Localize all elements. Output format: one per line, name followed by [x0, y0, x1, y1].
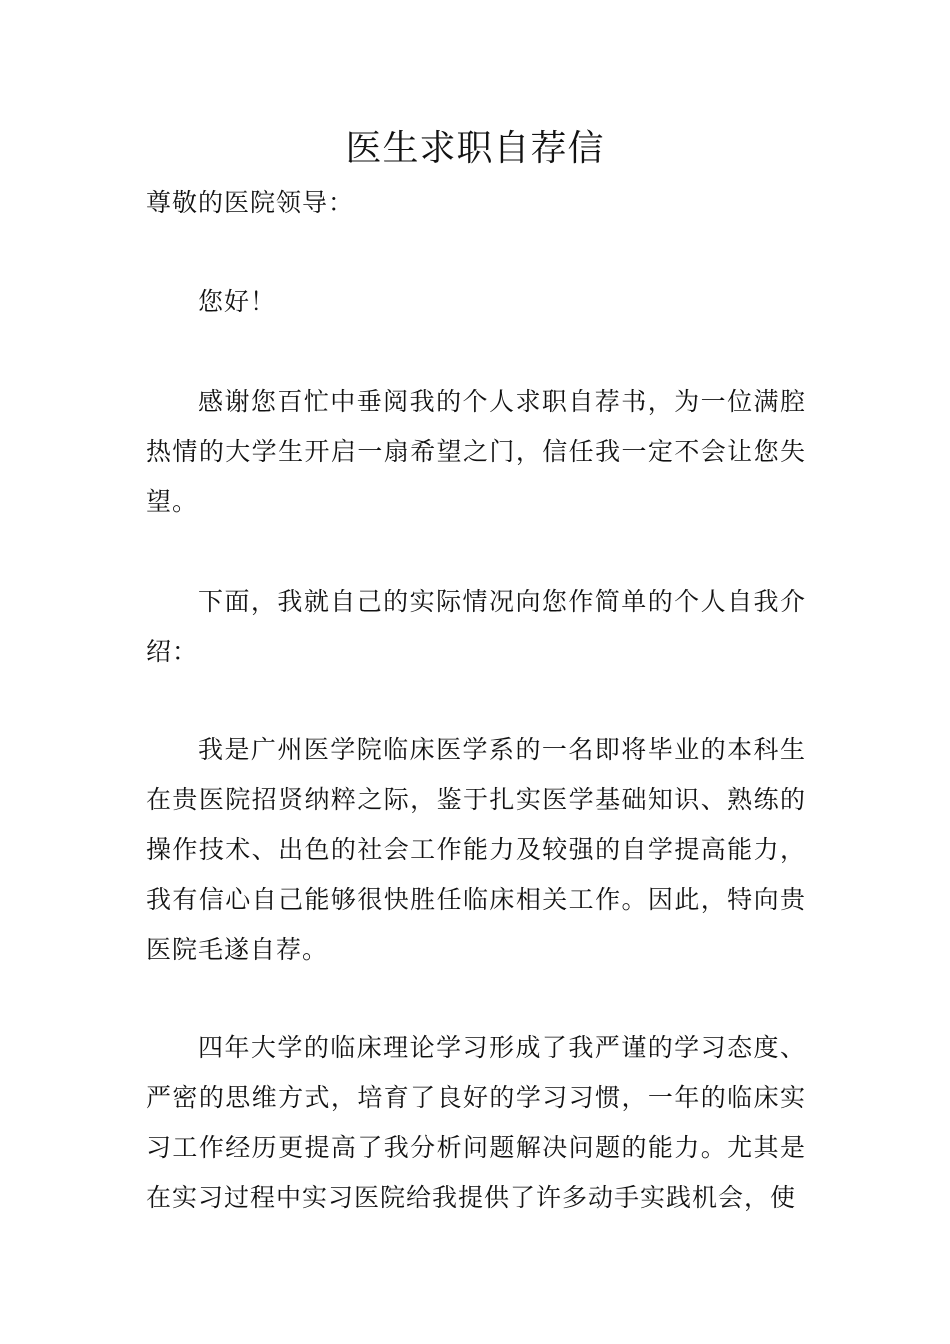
- paragraph-introduction: 下面，我就自己的实际情况向您作简单的个人自我介绍：: [146, 587, 806, 666]
- greeting: 您好！: [198, 287, 277, 316]
- paragraph-background: 我是广州医学院临床医学系的一名即将毕业的本科生在贵医院招贤纳粹之际，鉴于扎实医学基础知识、熟练的操作技术、出色的社会工作能力及较强的自学提高能力，我有信心自己能够很快胜任临床相关工作。因此，特向贵医院毛遂自荐。: [146, 735, 806, 964]
- document-title: 医生求职自荐信: [345, 128, 605, 169]
- paragraph-thanks: 感谢您百忙中垂阅我的个人求职自荐书，为一位满腔热情的大学生开启一扇希望之门，信任我一定不会让您失望。: [146, 387, 806, 516]
- salutation: 尊敬的医院领导：: [146, 188, 355, 217]
- paragraph-study-experience: 四年大学的临床理论学习形成了我严谨的学习态度、严密的思维方式，培育了良好的学习习惯，一年的临床实习工作经历更提高了我分析问题解决问题的能力。尤其是在实习过程中实习医院给我提供了许多动手实践机会，使: [146, 1033, 806, 1212]
